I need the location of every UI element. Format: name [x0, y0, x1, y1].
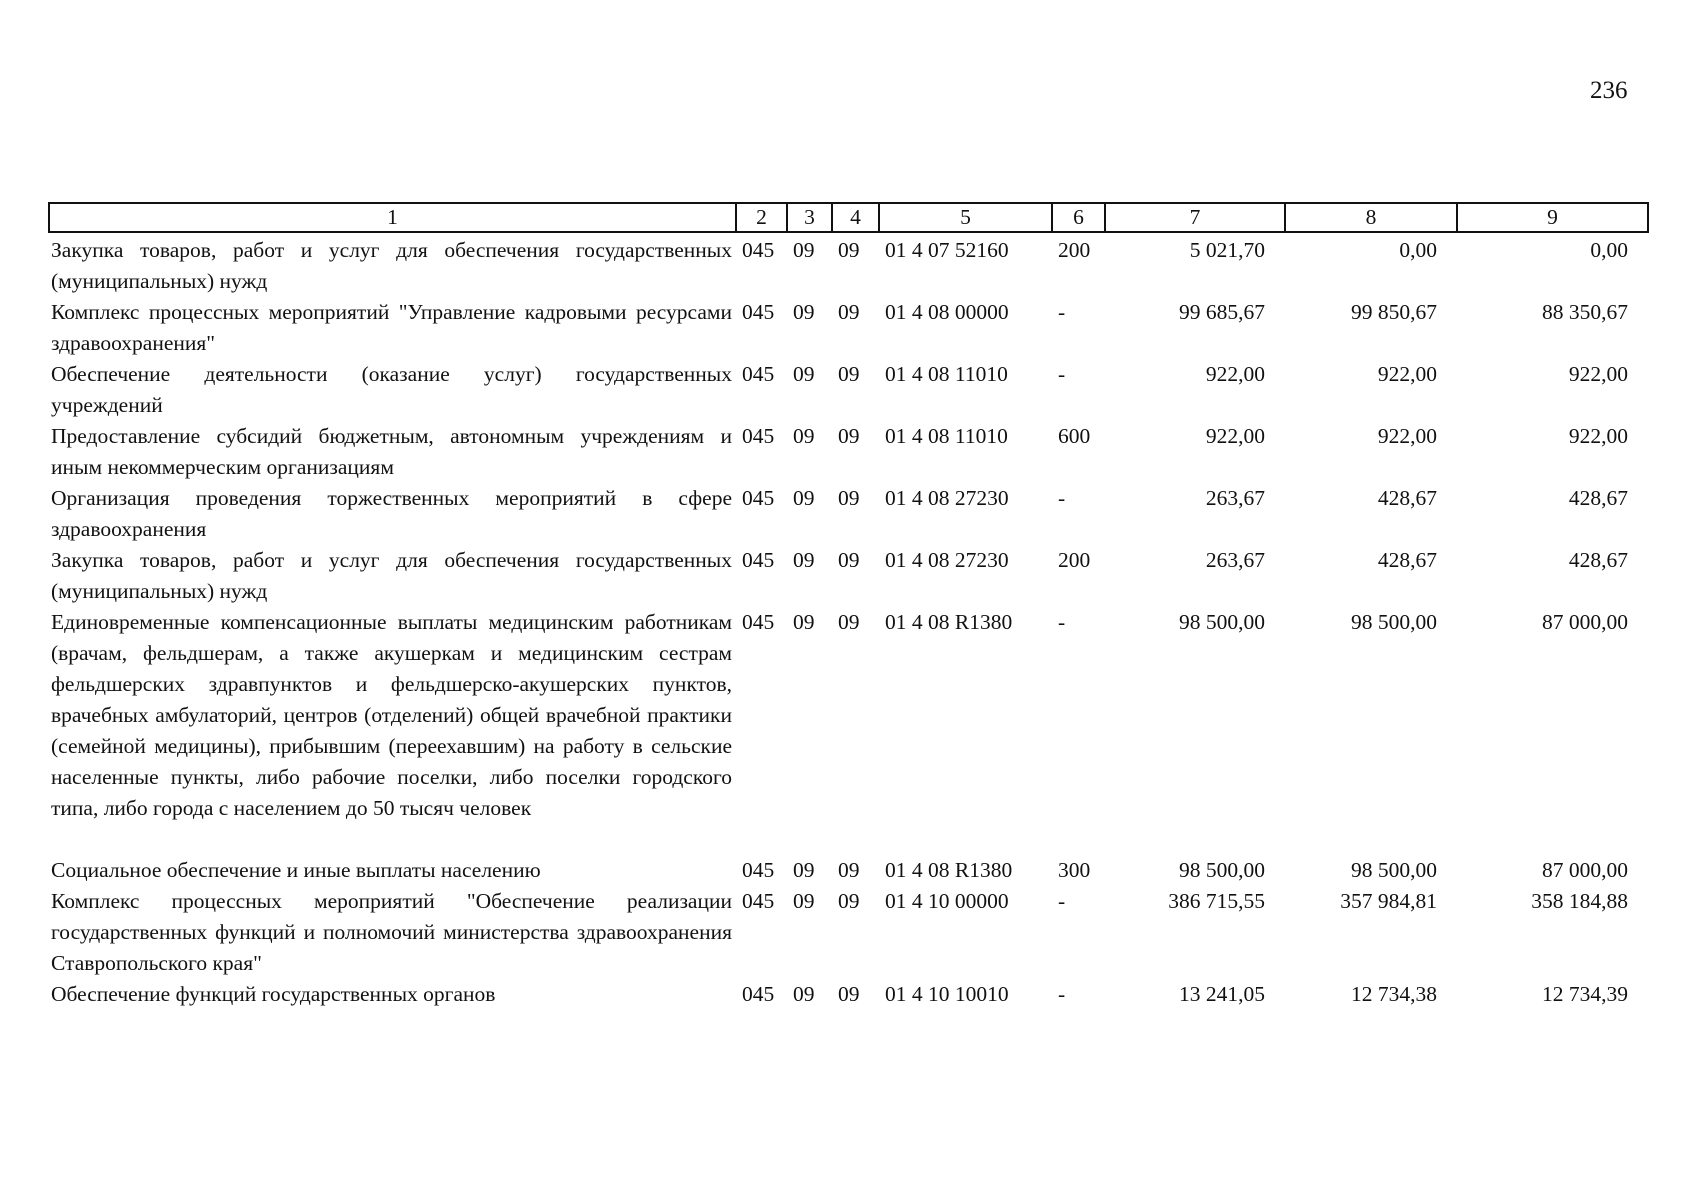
amount-col8: 922,00	[1377, 362, 1437, 386]
subsection-code: 09	[838, 238, 860, 262]
amount-col8: 428,67	[1377, 548, 1437, 572]
amount-col8: 99 850,67	[1351, 300, 1437, 324]
section-code: 09	[793, 362, 815, 386]
amount-col7: 386 715,55	[1168, 889, 1265, 913]
column-header: 2	[736, 203, 787, 232]
subsection-code: 09	[838, 424, 860, 448]
subsection-code: 09	[838, 486, 860, 510]
expense-type-code: -	[1058, 889, 1066, 913]
ministry-code: 045	[742, 300, 775, 324]
amount-col9: 0,00	[1590, 238, 1628, 262]
section-code: 09	[793, 486, 815, 510]
amount-col7: 922,00	[1205, 362, 1265, 386]
ministry-code: 045	[742, 889, 775, 913]
expense-type-code: 600	[1058, 424, 1091, 448]
subsection-code: 09	[838, 300, 860, 324]
column-header: 8	[1285, 203, 1457, 232]
amount-col8: 922,00	[1377, 424, 1437, 448]
amount-col7: 99 685,67	[1179, 300, 1265, 324]
subsection-code: 09	[838, 548, 860, 572]
amount-col9: 358 184,88	[1531, 889, 1628, 913]
expense-type-code: -	[1058, 610, 1066, 634]
target-code: 01 4 08 R1380	[885, 858, 1013, 882]
row-name: Комплекс процессных мероприятий "Управление кадровыми ресурсами здравоохранения"	[51, 300, 732, 355]
target-code: 01 4 08 11010	[885, 424, 1008, 448]
ministry-code: 045	[742, 362, 775, 386]
expense-type-code: -	[1058, 486, 1066, 510]
section-code: 09	[793, 858, 815, 882]
amount-col9: 87 000,00	[1542, 610, 1628, 634]
ministry-code: 045	[742, 548, 775, 572]
table-row	[49, 545, 1648, 607]
amount-col7: 263,67	[1205, 548, 1265, 572]
target-code: 01 4 10 10010	[885, 982, 1009, 1006]
target-code: 01 4 08 11010	[885, 362, 1008, 386]
column-header: 9	[1457, 203, 1648, 232]
amount-col8: 357 984,81	[1340, 889, 1437, 913]
amount-col8: 0,00	[1399, 238, 1437, 262]
column-header: 4	[832, 203, 879, 232]
amount-col7: 5 021,70	[1189, 238, 1265, 262]
amount-col7: 13 241,05	[1179, 982, 1265, 1006]
table-row	[49, 232, 1648, 297]
column-header: 6	[1052, 203, 1105, 232]
table-row	[49, 979, 1648, 1010]
table-spacer-row	[49, 824, 1648, 855]
amount-col9: 428,67	[1568, 548, 1628, 572]
subsection-code: 09	[838, 610, 860, 634]
ministry-code: 045	[742, 424, 775, 448]
target-code: 01 4 08 27230	[885, 548, 1009, 572]
row-name: Комплекс процессных мероприятий "Обеспечение реализации государственных функций и полномочий министерства здравоохранения Ставропольского края"	[51, 889, 732, 975]
table-header-row	[49, 203, 1648, 232]
ministry-code: 045	[742, 238, 775, 262]
section-code: 09	[793, 548, 815, 572]
row-name: Социальное обеспечение и иные выплаты населению	[51, 858, 541, 882]
amount-col8: 428,67	[1377, 486, 1437, 510]
column-header: 3	[787, 203, 832, 232]
subsection-code: 09	[838, 362, 860, 386]
target-code: 01 4 08 00000	[885, 300, 1009, 324]
budget-table	[48, 202, 1649, 1010]
section-code: 09	[793, 610, 815, 634]
target-code: 01 4 07 52160	[885, 238, 1009, 262]
empty-cell	[49, 824, 1648, 855]
expense-type-code: 300	[1058, 858, 1091, 882]
table-row	[49, 359, 1648, 421]
row-name: Единовременные компенсационные выплаты медицинским работникам (врачам, фельдшерам, а также акушеркам и медицинским сестрам фельдшерских здравпунктов и фельдшерско-акушерских пунктов, врачебных амбулаторий, центров (отделений) общей врачебной практики (семейной медицины), прибывшим (переехавшим) на работу в сельские населенные пункты, либо рабочие поселки, либо поселки городского типа, либо города с населением до 50 тысяч человек	[51, 610, 732, 820]
amount-col7: 263,67	[1205, 486, 1265, 510]
column-header: 7	[1105, 203, 1285, 232]
expense-type-code: -	[1058, 362, 1066, 386]
expense-type-code: -	[1058, 982, 1066, 1006]
table-row	[49, 421, 1648, 483]
ministry-code: 045	[742, 982, 775, 1006]
column-header: 5	[879, 203, 1052, 232]
ministry-code: 045	[742, 858, 775, 882]
amount-col9: 922,00	[1568, 424, 1628, 448]
column-header: 1	[49, 203, 736, 232]
section-code: 09	[793, 424, 815, 448]
amount-col7: 98 500,00	[1179, 858, 1265, 882]
target-code: 01 4 08 27230	[885, 486, 1009, 510]
table-row	[49, 607, 1648, 824]
amount-col9: 88 350,67	[1542, 300, 1628, 324]
row-name: Предоставление субсидий бюджетным, автономным учреждениям и иным некоммерческим организациям	[51, 424, 732, 479]
amount-col9: 922,00	[1568, 362, 1628, 386]
row-name: Закупка товаров, работ и услуг для обеспечения государственных (муниципальных) нужд	[51, 548, 732, 603]
amount-col9: 12 734,39	[1542, 982, 1628, 1006]
amount-col8: 98 500,00	[1351, 858, 1437, 882]
table-row	[49, 855, 1648, 886]
expense-type-code: -	[1058, 300, 1066, 324]
section-code: 09	[793, 982, 815, 1006]
amount-col8: 12 734,38	[1351, 982, 1437, 1006]
ministry-code: 045	[742, 610, 775, 634]
page-number: 236	[1590, 77, 1628, 104]
target-code: 01 4 10 00000	[885, 889, 1009, 913]
section-code: 09	[793, 889, 815, 913]
target-code: 01 4 08 R1380	[885, 610, 1013, 634]
subsection-code: 09	[838, 982, 860, 1006]
amount-col9: 428,67	[1568, 486, 1628, 510]
ministry-code: 045	[742, 486, 775, 510]
amount-col7: 922,00	[1205, 424, 1265, 448]
row-name: Организация проведения торжественных мероприятий в сфере здравоохранения	[51, 486, 732, 541]
subsection-code: 09	[838, 858, 860, 882]
section-code: 09	[793, 238, 815, 262]
row-name: Обеспечение деятельности (оказание услуг) государственных учреждений	[51, 362, 732, 417]
section-code: 09	[793, 300, 815, 324]
row-name: Обеспечение функций государственных органов	[51, 982, 496, 1006]
row-name: Закупка товаров, работ и услуг для обеспечения государственных (муниципальных) нужд	[51, 238, 732, 293]
table-row	[49, 886, 1648, 979]
table-row	[49, 483, 1648, 545]
expense-type-code: 200	[1058, 548, 1091, 572]
expense-type-code: 200	[1058, 238, 1091, 262]
amount-col8: 98 500,00	[1351, 610, 1437, 634]
table-row	[49, 297, 1648, 359]
amount-col7: 98 500,00	[1179, 610, 1265, 634]
amount-col9: 87 000,00	[1542, 858, 1628, 882]
subsection-code: 09	[838, 889, 860, 913]
